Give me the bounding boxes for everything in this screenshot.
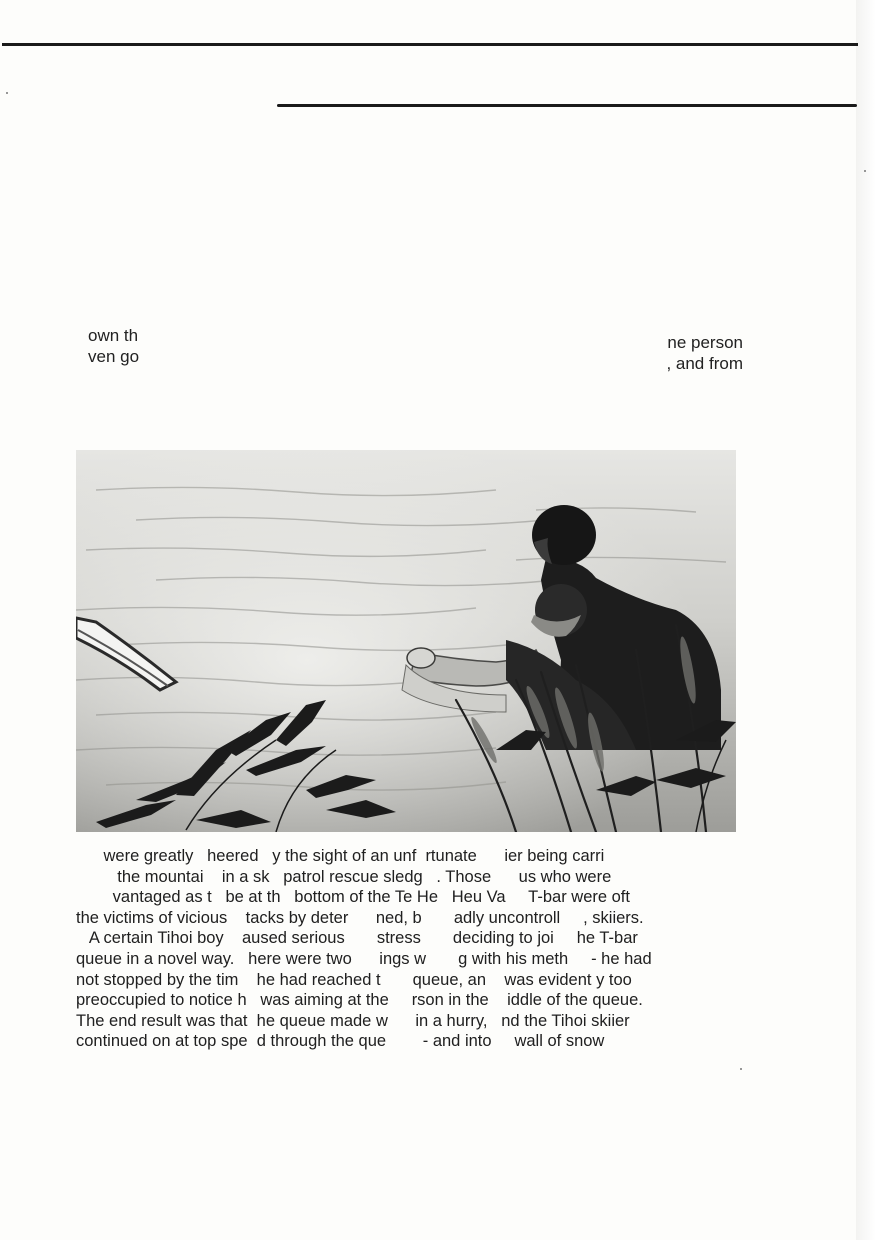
scan-speck (864, 170, 866, 172)
fragment-line: ven go (88, 347, 140, 366)
article-line: were greatly heered y the sight of an unf rtunate ier being carri (76, 847, 605, 865)
top-rule (2, 43, 858, 46)
article-line: A certain Tihoi boy aused serious stress deciding to joi he T-bar (76, 929, 638, 948)
text-fragment-left (88, 325, 139, 367)
article-line: queue in a novel way. here were two ings w g with his meth - he had (76, 949, 652, 968)
article-line: not stopped by the tim he had reached t queue, an was evident y too (76, 970, 632, 989)
article-line: the mountai in a sk patrol rescue sledg . Those us who were (76, 867, 612, 886)
article-line: the victims of vicious tacks by deter ned, b adly uncontroll , skiiers. (76, 908, 644, 927)
article-line: vantaged as t be at th bottom of the Te He Heu Va T-bar were oft (76, 888, 630, 907)
text-fragment-right (666, 332, 743, 374)
article-text (76, 846, 746, 1052)
fragment-line: , and from (666, 354, 743, 373)
header-rule (277, 104, 857, 107)
article-line: preoccupied to notice h was aiming at the rson in the iddle of the queue. (76, 991, 643, 1010)
fragment-line: ne person (667, 333, 743, 352)
page-edge (856, 0, 876, 1240)
photograph-surfer-rescue (76, 450, 736, 832)
scan-speck (740, 1068, 742, 1070)
scan-speck (6, 92, 8, 94)
article-line: continued on at top spe d through the que - and into wall of snow (76, 1032, 605, 1051)
article-line: The end result was that he queue made w in a hurry, nd the Tihoi skiier (76, 1011, 630, 1030)
fragment-line: own th (88, 326, 139, 345)
